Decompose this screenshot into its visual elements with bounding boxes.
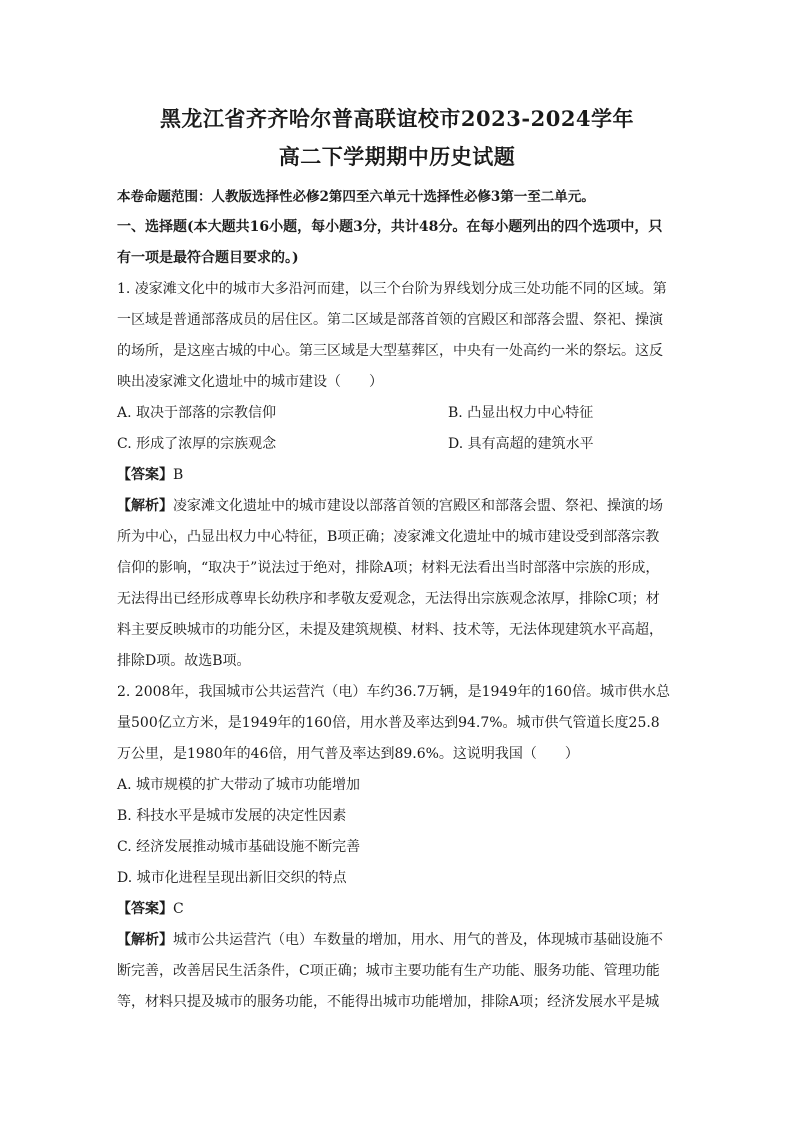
analysis-label: 【解析】	[117, 932, 173, 948]
question-1-option-a: A. 取决于部落的宗教信仰	[117, 405, 277, 421]
question-1-stem-line: 1. 凌家滩文化中的城市大多沿河而建，以三个台阶为界线划分成三处功能不同的区域。第	[117, 281, 667, 297]
analysis-label: 【解析】	[117, 498, 173, 514]
question-1-analysis-line: 所为中心，凸显出权力中心特征，B项正确；凌家滩文化遗址中的城市建设受到部落宗教	[117, 529, 660, 545]
question-2-analysis-line: 断完善，改善居民生活条件，C项正确；城市主要功能有生产功能、服务功能、管理功能	[117, 963, 660, 979]
document-title-line-1: 黑龙江省齐齐哈尔普高联谊校市2023-2024学年	[159, 106, 635, 131]
exam-scope: 本卷命题范围：人教版选择性必修2第四至六单元十选择性必修3第一至二单元。	[117, 189, 595, 205]
question-2-option-c: C. 经济发展推动城市基础设施不断完善	[117, 839, 361, 855]
question-2-option-a: A. 城市规模的扩大带动了城市功能增加	[117, 777, 361, 793]
answer-label: 【答案】	[117, 467, 173, 483]
document-title-line-2: 高二下学期期中历史试题	[278, 144, 516, 169]
question-2-option-d: D. 城市化进程呈现出新旧交织的特点	[117, 870, 347, 886]
question-2-stem-line: 2. 2008年，我国城市公共运营汽（电）车约36.7万辆，是1949年的160倍。城市供水总	[117, 684, 670, 700]
question-2-analysis-line	[117, 925, 677, 956]
section-heading-line-2: 有一项是最符合题目要求的。)	[117, 250, 299, 266]
question-2-analysis-line: 等，材料只提及城市的服务功能，不能得出城市功能增加，排除A项；经济发展水平是城	[117, 994, 660, 1010]
question-1-analysis-line: 排除D项。故选B项。	[117, 653, 251, 669]
question-1-analysis-line: 信仰的影响，“取决于”说法过于绝对，排除A项；材料无法看出当时部落中宗族的形成，	[117, 560, 660, 576]
analysis-text: 城市公共运营汽（电）车数量的增加，用水、用气的普及，体现城市基础设施不	[173, 932, 663, 948]
question-1-analysis-line: 料主要反映城市的功能分区，未提及建筑规模、材料、技术等，无法体现建筑水平高超，	[117, 622, 663, 638]
question-1-stem-line: 映出凌家滩文化遗址中的城市建设（ ）	[117, 374, 383, 390]
analysis-text: 凌家滩文化遗址中的城市建设以部落首领的宫殿区和部落会盟、祭祀、操演的场	[173, 498, 663, 514]
question-1-stem-line: 一区域是普通部落成员的居住区。第二区域是部落首领的宫殿区和部落会盟、祭祀、操演	[117, 312, 663, 328]
question-1-option-c: C. 形成了浓厚的宗族观念	[117, 436, 277, 452]
question-1-analysis-line: 无法得出已经形成尊卑长幼秩序和孝敬友爱观念，无法得出宗族观念浓厚，排除C项；材	[117, 591, 660, 607]
question-2-stem-line: 万公里，是1980年的46倍，用气普及率达到89.6%。这说明我国（ ）	[117, 746, 579, 762]
question-2-stem-line: 量500亿立方米，是1949年的160倍，用水普及率达到94.7%。城市供气管道长度25.8	[117, 715, 660, 731]
answer-value: C	[173, 901, 184, 917]
question-1	[117, 274, 677, 677]
question-2	[117, 677, 677, 1018]
question-1-stem-line: 的场所，是这座古城的中心。第三区域是大型墓葬区，中央有一处高约一米的祭坛。这反	[117, 343, 663, 359]
answer-label: 【答案】	[117, 901, 173, 917]
answer-value: B	[173, 467, 184, 483]
question-1-option-b: B. 凸显出权力中心特征	[448, 405, 594, 421]
question-1-answer	[117, 460, 677, 491]
question-2-option-b: B. 科技水平是城市发展的决定性因素	[117, 808, 347, 824]
question-1-analysis-line	[117, 491, 677, 522]
question-2-answer	[117, 894, 677, 925]
question-1-option-d: D. 具有高超的建筑水平	[448, 436, 594, 452]
question-1-options-row-1	[117, 398, 677, 429]
section-heading-line-1: 一、选择题(本大题共16小题，每小题3分，共计48分。在每小题列出的四个选项中，只	[117, 219, 663, 235]
question-1-options-row-2	[117, 429, 677, 460]
